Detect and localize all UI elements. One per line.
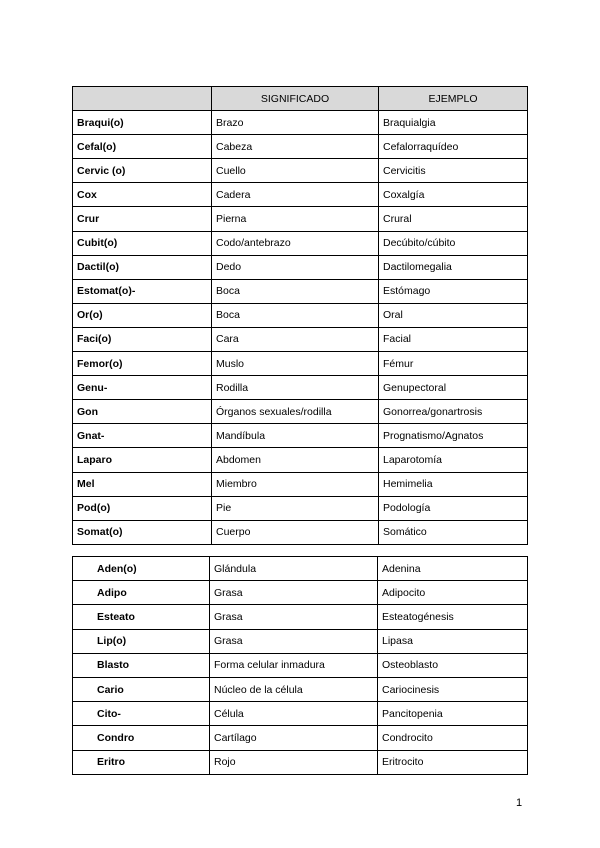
example-cell: Genupectoral: [379, 376, 528, 400]
table-row: [73, 111, 528, 135]
root-cell: Faci(o): [73, 327, 212, 351]
root-cell: Blasto: [73, 653, 210, 677]
meaning-cell: Cara: [212, 327, 379, 351]
terms-table-2: [72, 556, 528, 775]
meaning-cell: Órganos sexuales/rodilla: [212, 400, 379, 424]
example-cell: Cervicitis: [379, 159, 528, 183]
root-cell: Aden(o): [73, 557, 210, 581]
meaning-cell: Glándula: [210, 557, 378, 581]
table-row: [73, 557, 528, 581]
table-row: [73, 135, 528, 159]
meaning-cell: Forma celular inmadura: [210, 653, 378, 677]
root-cell: Cario: [73, 677, 210, 701]
table-row: [73, 183, 528, 207]
table-row: [73, 231, 528, 255]
root-cell: Cefal(o): [73, 135, 212, 159]
terms-table-1: [72, 86, 528, 545]
table-row: [73, 496, 528, 520]
table-row: [73, 303, 528, 327]
meaning-cell: Cabeza: [212, 135, 379, 159]
table-header-row: [73, 87, 528, 111]
meaning-cell: Cadera: [212, 183, 379, 207]
root-cell: Adipo: [73, 581, 210, 605]
meaning-cell: Célula: [210, 702, 378, 726]
table-row: [73, 677, 528, 701]
table-row: [73, 653, 528, 677]
meaning-cell: Cuerpo: [212, 520, 379, 544]
meaning-cell: Abdomen: [212, 448, 379, 472]
example-cell: Crural: [379, 207, 528, 231]
root-cell: Cervic (o): [73, 159, 212, 183]
table-row: [73, 629, 528, 653]
table-row: [73, 726, 528, 750]
meaning-cell: Cartílago: [210, 726, 378, 750]
root-cell: Cox: [73, 183, 212, 207]
example-cell: Hemimelia: [379, 472, 528, 496]
page-number: 1: [516, 797, 523, 809]
example-cell: Somático: [379, 520, 528, 544]
meaning-cell: Rodilla: [212, 376, 379, 400]
example-cell: Cariocinesis: [378, 677, 528, 701]
header-ejemplo: EJEMPLO: [379, 87, 528, 111]
example-cell: Facial: [379, 327, 528, 351]
root-cell: Laparo: [73, 448, 212, 472]
example-cell: Cefalorraquídeo: [379, 135, 528, 159]
meaning-cell: Miembro: [212, 472, 379, 496]
example-cell: Decúbito/cúbito: [379, 231, 528, 255]
root-cell: Dactil(o): [73, 255, 212, 279]
table-row: [73, 702, 528, 726]
root-cell: Condro: [73, 726, 210, 750]
meaning-cell: Dedo: [212, 255, 379, 279]
meaning-cell: Muslo: [212, 352, 379, 376]
meaning-cell: Mandíbula: [212, 424, 379, 448]
meaning-cell: Codo/antebrazo: [212, 231, 379, 255]
table-row: [73, 255, 528, 279]
root-cell: Gnat-: [73, 424, 212, 448]
table-row: [73, 605, 528, 629]
example-cell: Prognatismo/Agnatos: [379, 424, 528, 448]
example-cell: Dactilomegalia: [379, 255, 528, 279]
root-cell: Estomat(o)-: [73, 279, 212, 303]
example-cell: Estómago: [379, 279, 528, 303]
meaning-cell: Grasa: [210, 629, 378, 653]
meaning-cell: Núcleo de la célula: [210, 677, 378, 701]
example-cell: Gonorrea/gonartrosis: [379, 400, 528, 424]
table-row: [73, 400, 528, 424]
meaning-cell: Boca: [212, 303, 379, 327]
meaning-cell: Pie: [212, 496, 379, 520]
example-cell: Adipocito: [378, 581, 528, 605]
root-cell: Somat(o): [73, 520, 212, 544]
example-cell: Fémur: [379, 352, 528, 376]
table-row: [73, 376, 528, 400]
root-cell: Lip(o): [73, 629, 210, 653]
root-cell: Eritro: [73, 750, 210, 774]
example-cell: Laparotomía: [379, 448, 528, 472]
header-significado: SIGNIFICADO: [212, 87, 379, 111]
meaning-cell: Grasa: [210, 605, 378, 629]
example-cell: Condrocito: [378, 726, 528, 750]
meaning-cell: Cuello: [212, 159, 379, 183]
example-cell: Coxalgía: [379, 183, 528, 207]
meaning-cell: Grasa: [210, 581, 378, 605]
root-cell: Mel: [73, 472, 212, 496]
meaning-cell: Rojo: [210, 750, 378, 774]
root-cell: Braqui(o): [73, 111, 212, 135]
meaning-cell: Boca: [212, 279, 379, 303]
table-row: [73, 750, 528, 774]
table-row: [73, 581, 528, 605]
table-row: [73, 207, 528, 231]
root-cell: Cito-: [73, 702, 210, 726]
table-row: [73, 279, 528, 303]
root-cell: Genu-: [73, 376, 212, 400]
example-cell: Adenina: [378, 557, 528, 581]
table-row: [73, 352, 528, 376]
root-cell: Femor(o): [73, 352, 212, 376]
table-row: [73, 472, 528, 496]
example-cell: Lipasa: [378, 629, 528, 653]
example-cell: Osteoblasto: [378, 653, 528, 677]
example-cell: Podología: [379, 496, 528, 520]
example-cell: Oral: [379, 303, 528, 327]
example-cell: Eritrocito: [378, 750, 528, 774]
example-cell: Braquialgia: [379, 111, 528, 135]
example-cell: Pancitopenia: [378, 702, 528, 726]
root-cell: Cubit(o): [73, 231, 212, 255]
table-row: [73, 448, 528, 472]
table-row: [73, 327, 528, 351]
table-row: [73, 520, 528, 544]
root-cell: Or(o): [73, 303, 212, 327]
header-root: [73, 87, 212, 111]
root-cell: Crur: [73, 207, 212, 231]
table-row: [73, 424, 528, 448]
meaning-cell: Pierna: [212, 207, 379, 231]
root-cell: Gon: [73, 400, 212, 424]
example-cell: Esteatogénesis: [378, 605, 528, 629]
root-cell: Pod(o): [73, 496, 212, 520]
meaning-cell: Brazo: [212, 111, 379, 135]
root-cell: Esteato: [73, 605, 210, 629]
table-row: [73, 159, 528, 183]
